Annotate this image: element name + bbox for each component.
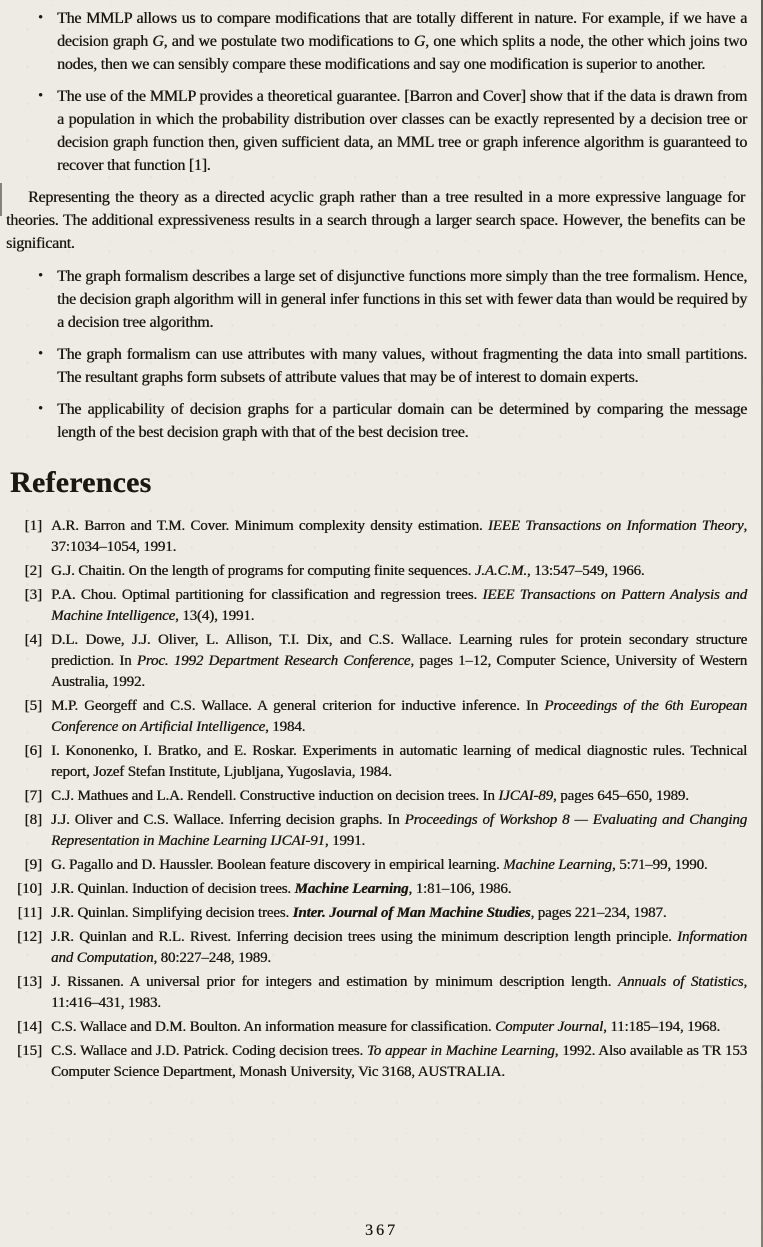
bullet-text: The graph formalism can use attributes with many values, without fragmenting the data into small partitions. The resultant graphs form subsets of attribute values that may be of interest to domain experts. [57, 346, 747, 386]
reference-item [6, 903, 747, 924]
reference-number: [4] [24, 632, 42, 648]
reference-text: J. Rissanen. A universal prior for integers and estimation by minimum description length. Annuals of Statistics, 11:416–431, 1983. [51, 974, 748, 1011]
reference-item [6, 927, 747, 969]
reference-text: J.R. Quinlan and R.L. Rivest. Inferring decision trees using the minimum description length principle. Information and Computation, 80:227–248, 1989. [51, 929, 747, 966]
reference-item [6, 786, 747, 807]
reference-number: [1] [24, 518, 42, 534]
bullet-item [6, 7, 747, 76]
reference-item [6, 561, 747, 582]
bullet-item [6, 85, 747, 177]
page-number: 367 [365, 1222, 398, 1239]
reference-item [6, 516, 747, 558]
bullet-marker: • [38, 346, 44, 362]
mid-bullet-list [6, 265, 747, 444]
reference-text: J.J. Oliver and C.S. Wallace. Inferring decision graphs. In Proceedings of Workshop 8 — Evaluating and Changing Representation in Machine Learning IJCAI-91, 1991. [51, 812, 747, 849]
references-heading: References [10, 466, 152, 499]
bullet-item [6, 343, 747, 389]
top-bullet-list [6, 7, 747, 177]
reference-number: [14] [17, 1019, 42, 1035]
reference-text: I. Kononenko, I. Bratko, and E. Roskar. Experiments in automatic learning of medical diagnostic rules. Technical report, Jozef Stefan Institute, Ljubljana, Yugoslavia, 1984. [51, 743, 747, 780]
bullet-item [6, 398, 747, 444]
reference-number: [10] [17, 881, 42, 897]
reference-number: [13] [17, 974, 42, 990]
reference-number: [12] [17, 929, 42, 945]
reference-number: [3] [24, 587, 42, 603]
reference-text: D.L. Dowe, J.J. Oliver, L. Allison, T.I. Dix, and C.S. Wallace. Learning rules for protein secondary structure prediction. In Proc. 1992 Department Research Conference, pages 1–12, Computer Science, University of Western Australia, 1992. [51, 632, 747, 690]
reference-item [6, 1017, 747, 1038]
reference-item [6, 630, 747, 693]
bullet-item [6, 265, 747, 334]
reference-list [6, 516, 747, 1083]
reference-number: [6] [24, 743, 42, 759]
bullet-text: The graph formalism describes a large set of disjunctive functions more simply than the tree formalism. Hence, the decision graph algorithm will in general infer functions in this set with fewer data than would be required by a decision tree algorithm. [57, 268, 747, 331]
reference-number: [5] [24, 698, 42, 714]
reference-item [6, 855, 747, 876]
reference-item [6, 1041, 747, 1083]
reference-text: C.J. Mathues and L.A. Rendell. Constructive induction on decision trees. In IJCAI-89, pages 645–650, 1989. [51, 788, 689, 804]
reference-text: G. Pagallo and D. Haussler. Boolean feature discovery in empirical learning. Machine Learning, 5:71–99, 1990. [51, 857, 708, 873]
reference-text: M.P. Georgeff and C.S. Wallace. A general criterion for inductive inference. In Proceedings of the 6th European Conference on Artificial Intelligence, 1984. [51, 698, 747, 735]
bullet-text: The applicability of decision graphs for a particular domain can be determined by comparing the message length of the best decision graph with that of the best decision tree. [57, 401, 747, 441]
reference-text: P.A. Chou. Optimal partitioning for classification and regression trees. IEEE Transactions on Pattern Analysis and Machine Intelligence, 13(4), 1991. [51, 587, 748, 624]
reference-text: J.R. Quinlan. Simplifying decision trees. Inter. Journal of Man Machine Studies, pages 221–234, 1987. [51, 905, 667, 921]
scan-artifact-left-edge [0, 183, 2, 216]
reference-number: [15] [17, 1043, 42, 1059]
bullet-text: The use of the MMLP provides a theoretical guarantee. [Barron and Cover] show that if the data is drawn from a population in which the probability distribution over classes can be exactly represented by a decision tree or decision graph function then, given sufficient data, an MML tree or graph inference algorithm is guaranteed to recover that function [1]. [57, 88, 747, 174]
body-paragraph: Representing the theory as a directed acyclic graph rather than a tree resulted in a more expressive language for theories. The additional expressiveness results in a search through a larger search space. However, the benefits can be significant. [6, 189, 745, 252]
bullet-marker: • [38, 88, 44, 104]
reference-number: [9] [24, 857, 42, 873]
reference-item [6, 810, 747, 852]
reference-number: [8] [24, 812, 42, 828]
reference-item [6, 741, 747, 783]
reference-text: A.R. Barron and T.M. Cover. Minimum complexity density estimation. IEEE Transactions on Information Theory, 37:1034–1054, 1991. [51, 518, 748, 555]
reference-number: [11] [17, 905, 42, 921]
bullet-marker: • [38, 401, 44, 417]
reference-text: C.S. Wallace and D.M. Boulton. An information measure for classification. Computer Journal, 11:185–194, 1968. [51, 1019, 721, 1035]
bullet-marker: • [38, 268, 44, 284]
reference-item [6, 696, 747, 738]
bullet-text: The MMLP allows us to compare modifications that are totally different in nature. For example, if we have a decision graph G, and we postulate two modifications to G, one which splits a node, the other which joins two nodes, then we can sensibly compare these modifications and say one modification is superior to another. [57, 10, 747, 73]
reference-number: [7] [24, 788, 42, 804]
reference-text: G.J. Chaitin. On the length of programs for computing finite sequences. J.A.C.M., 13:547–549, 1966. [51, 563, 645, 579]
reference-item [6, 879, 747, 900]
reference-item [6, 972, 747, 1014]
reference-text: C.S. Wallace and J.D. Patrick. Coding decision trees. To appear in Machine Learning, 1992. Also available as TR 153 Computer Science Department, Monash University, Vic 3168, AUSTRALIA. [51, 1043, 747, 1080]
bullet-marker: • [38, 10, 44, 26]
reference-text: J.R. Quinlan. Induction of decision trees. Machine Learning, 1:81–106, 1986. [51, 881, 512, 897]
reference-number: [2] [24, 563, 42, 579]
reference-item [6, 585, 747, 627]
